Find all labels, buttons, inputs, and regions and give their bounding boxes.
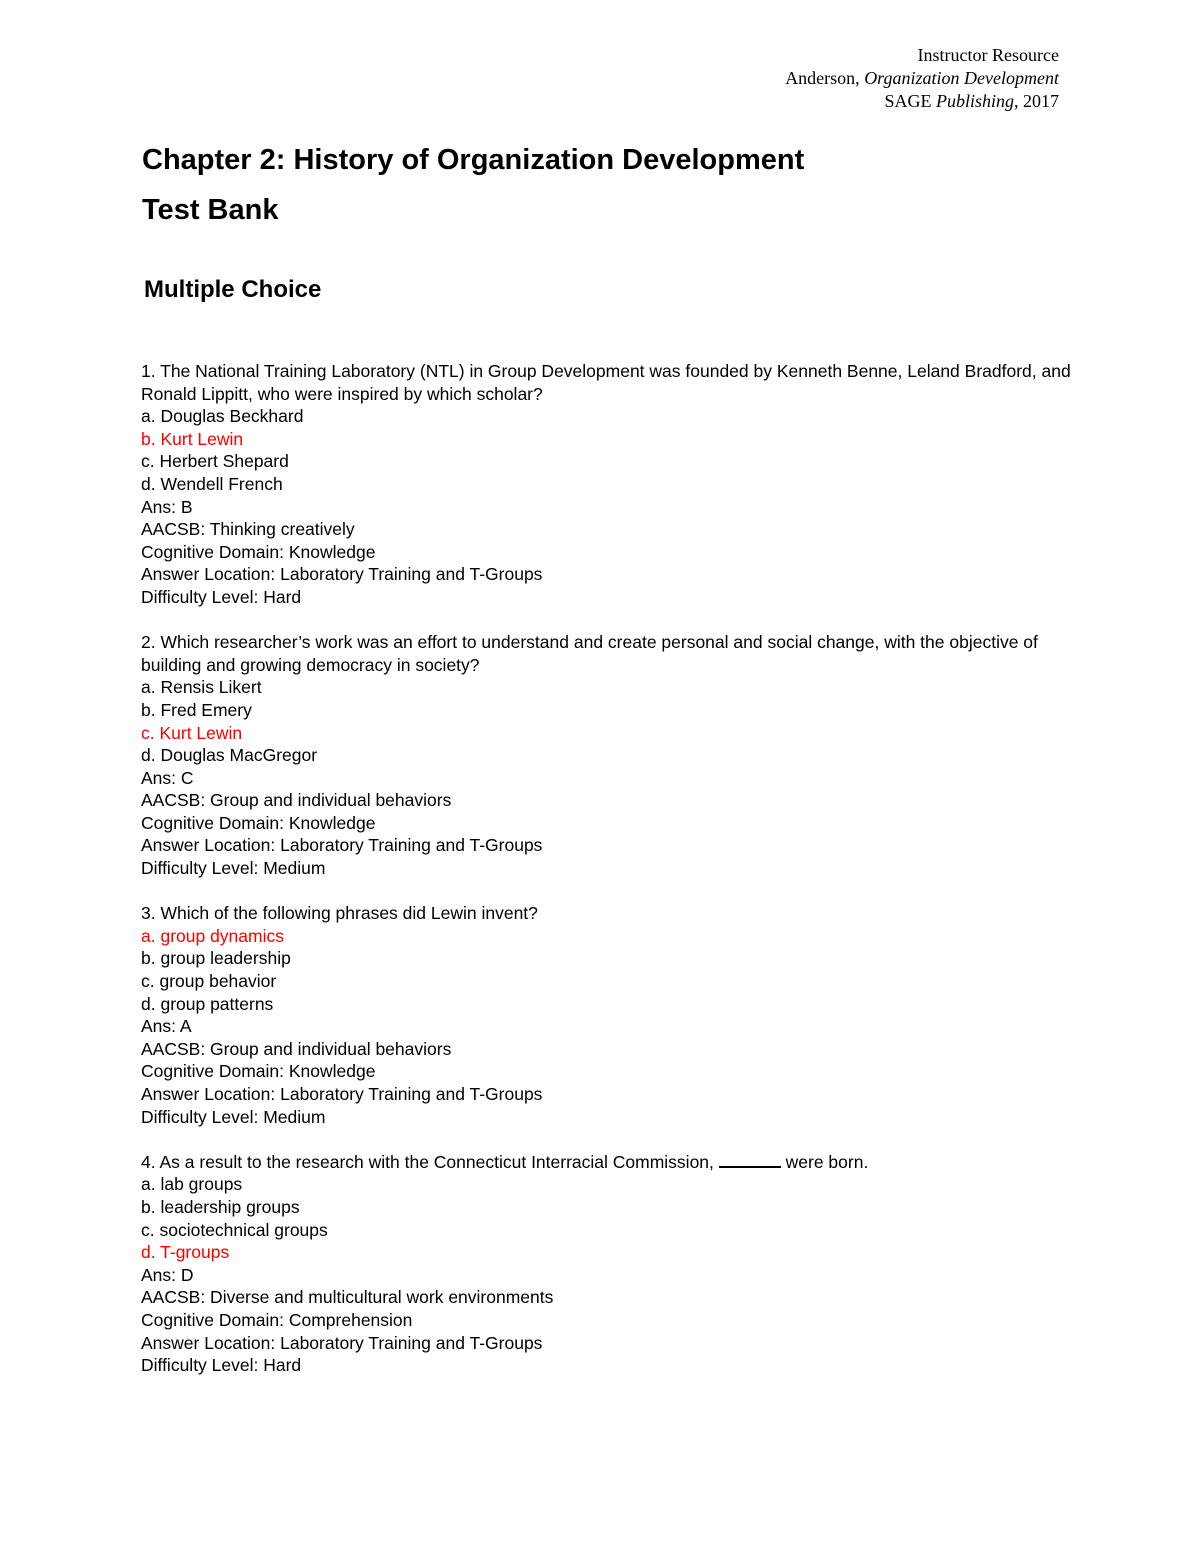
difficulty-level: Difficulty Level: Medium <box>141 858 326 879</box>
document-header <box>785 44 1059 113</box>
question-2 <box>141 631 1071 880</box>
question-stem-end: were born. <box>780 1151 869 1172</box>
question-stem: 2. Which researcher’s work was an effort to understand and create personal and social change, with the objective of building and growing democracy in society? <box>141 632 1038 675</box>
difficulty-level: Difficulty Level: Medium <box>141 1106 326 1127</box>
cognitive-domain: Cognitive Domain: Comprehension <box>141 1309 413 1330</box>
aacsb-tag: AACSB: Group and individual behaviors <box>141 790 452 811</box>
header-line-publisher <box>785 90 1059 113</box>
option-d-correct: d. T-groups <box>141 1242 230 1263</box>
answer-location: Answer Location: Laboratory Training and T-Groups <box>141 564 543 585</box>
question-list <box>141 360 1071 1399</box>
option-a-correct: a. group dynamics <box>141 925 284 946</box>
test-bank-subtitle: Test Bank <box>142 194 279 226</box>
question-stem: 1. The National Training Laboratory (NTL) in Group Development was founded by Kenneth Benne, Leland Bradford, and Ronald Lippitt, who were inspired by which scholar? <box>141 361 1071 404</box>
option-c-correct: c. Kurt Lewin <box>141 722 243 743</box>
header-year: , 2017 <box>1014 91 1059 111</box>
answer-location: Answer Location: Laboratory Training and T-Groups <box>141 1332 543 1353</box>
answer-key: Ans: C <box>141 767 194 788</box>
difficulty-level: Difficulty Level: Hard <box>141 586 302 607</box>
option-a: a. Douglas Beckhard <box>141 406 304 427</box>
option-c: c. sociotechnical groups <box>141 1219 328 1240</box>
difficulty-level: Difficulty Level: Hard <box>141 1355 302 1376</box>
answer-location: Answer Location: Laboratory Training and T-Groups <box>141 835 543 856</box>
option-b: b. leadership groups <box>141 1196 300 1217</box>
header-author: Anderson, <box>785 68 865 88</box>
fill-in-blank <box>719 1152 781 1168</box>
option-d: d. Wendell French <box>141 473 283 494</box>
aacsb-tag: AACSB: Group and individual behaviors <box>141 1038 452 1059</box>
chapter-title: Chapter 2: History of Organization Development <box>142 144 805 176</box>
cognitive-domain: Cognitive Domain: Knowledge <box>141 541 376 562</box>
header-book-title: Organization Development <box>864 68 1059 88</box>
question-4 <box>141 1151 1071 1377</box>
option-d: d. group patterns <box>141 993 274 1014</box>
option-b: b. group leadership <box>141 948 291 969</box>
question-stem-text: 4. As a result to the research with the Connecticut Interracial Commission, <box>141 1151 719 1172</box>
question-stem: 3. Which of the following phrases did Lewin invent? <box>141 903 538 924</box>
question-stem <box>141 1151 1071 1174</box>
header-line-author-book <box>785 67 1059 90</box>
question-1 <box>141 360 1071 609</box>
option-a: a. Rensis Likert <box>141 677 262 698</box>
cognitive-domain: Cognitive Domain: Knowledge <box>141 1061 376 1082</box>
answer-key: Ans: B <box>141 496 193 517</box>
option-c: c. group behavior <box>141 971 277 992</box>
option-a: a. lab groups <box>141 1174 243 1195</box>
header-publisher: SAGE <box>884 91 936 111</box>
option-c: c. Herbert Shepard <box>141 451 289 472</box>
option-b: b. Fred Emery <box>141 699 252 720</box>
option-b-correct: b. Kurt Lewin <box>141 428 244 449</box>
aacsb-tag: AACSB: Thinking creatively <box>141 519 355 540</box>
question-3 <box>141 902 1071 1128</box>
answer-location: Answer Location: Laboratory Training and T-Groups <box>141 1084 543 1104</box>
answer-key: Ans: D <box>141 1264 194 1285</box>
aacsb-tag: AACSB: Diverse and multicultural work environments <box>141 1287 554 1308</box>
header-publishing: Publishing <box>935 91 1014 111</box>
answer-key: Ans: A <box>141 1016 192 1037</box>
cognitive-domain: Cognitive Domain: Knowledge <box>141 812 376 833</box>
section-heading-multiple-choice: Multiple Choice <box>144 276 322 303</box>
header-line-instructor-resource: Instructor Resource <box>917 45 1059 65</box>
option-d: d. Douglas MacGregor <box>141 745 318 766</box>
